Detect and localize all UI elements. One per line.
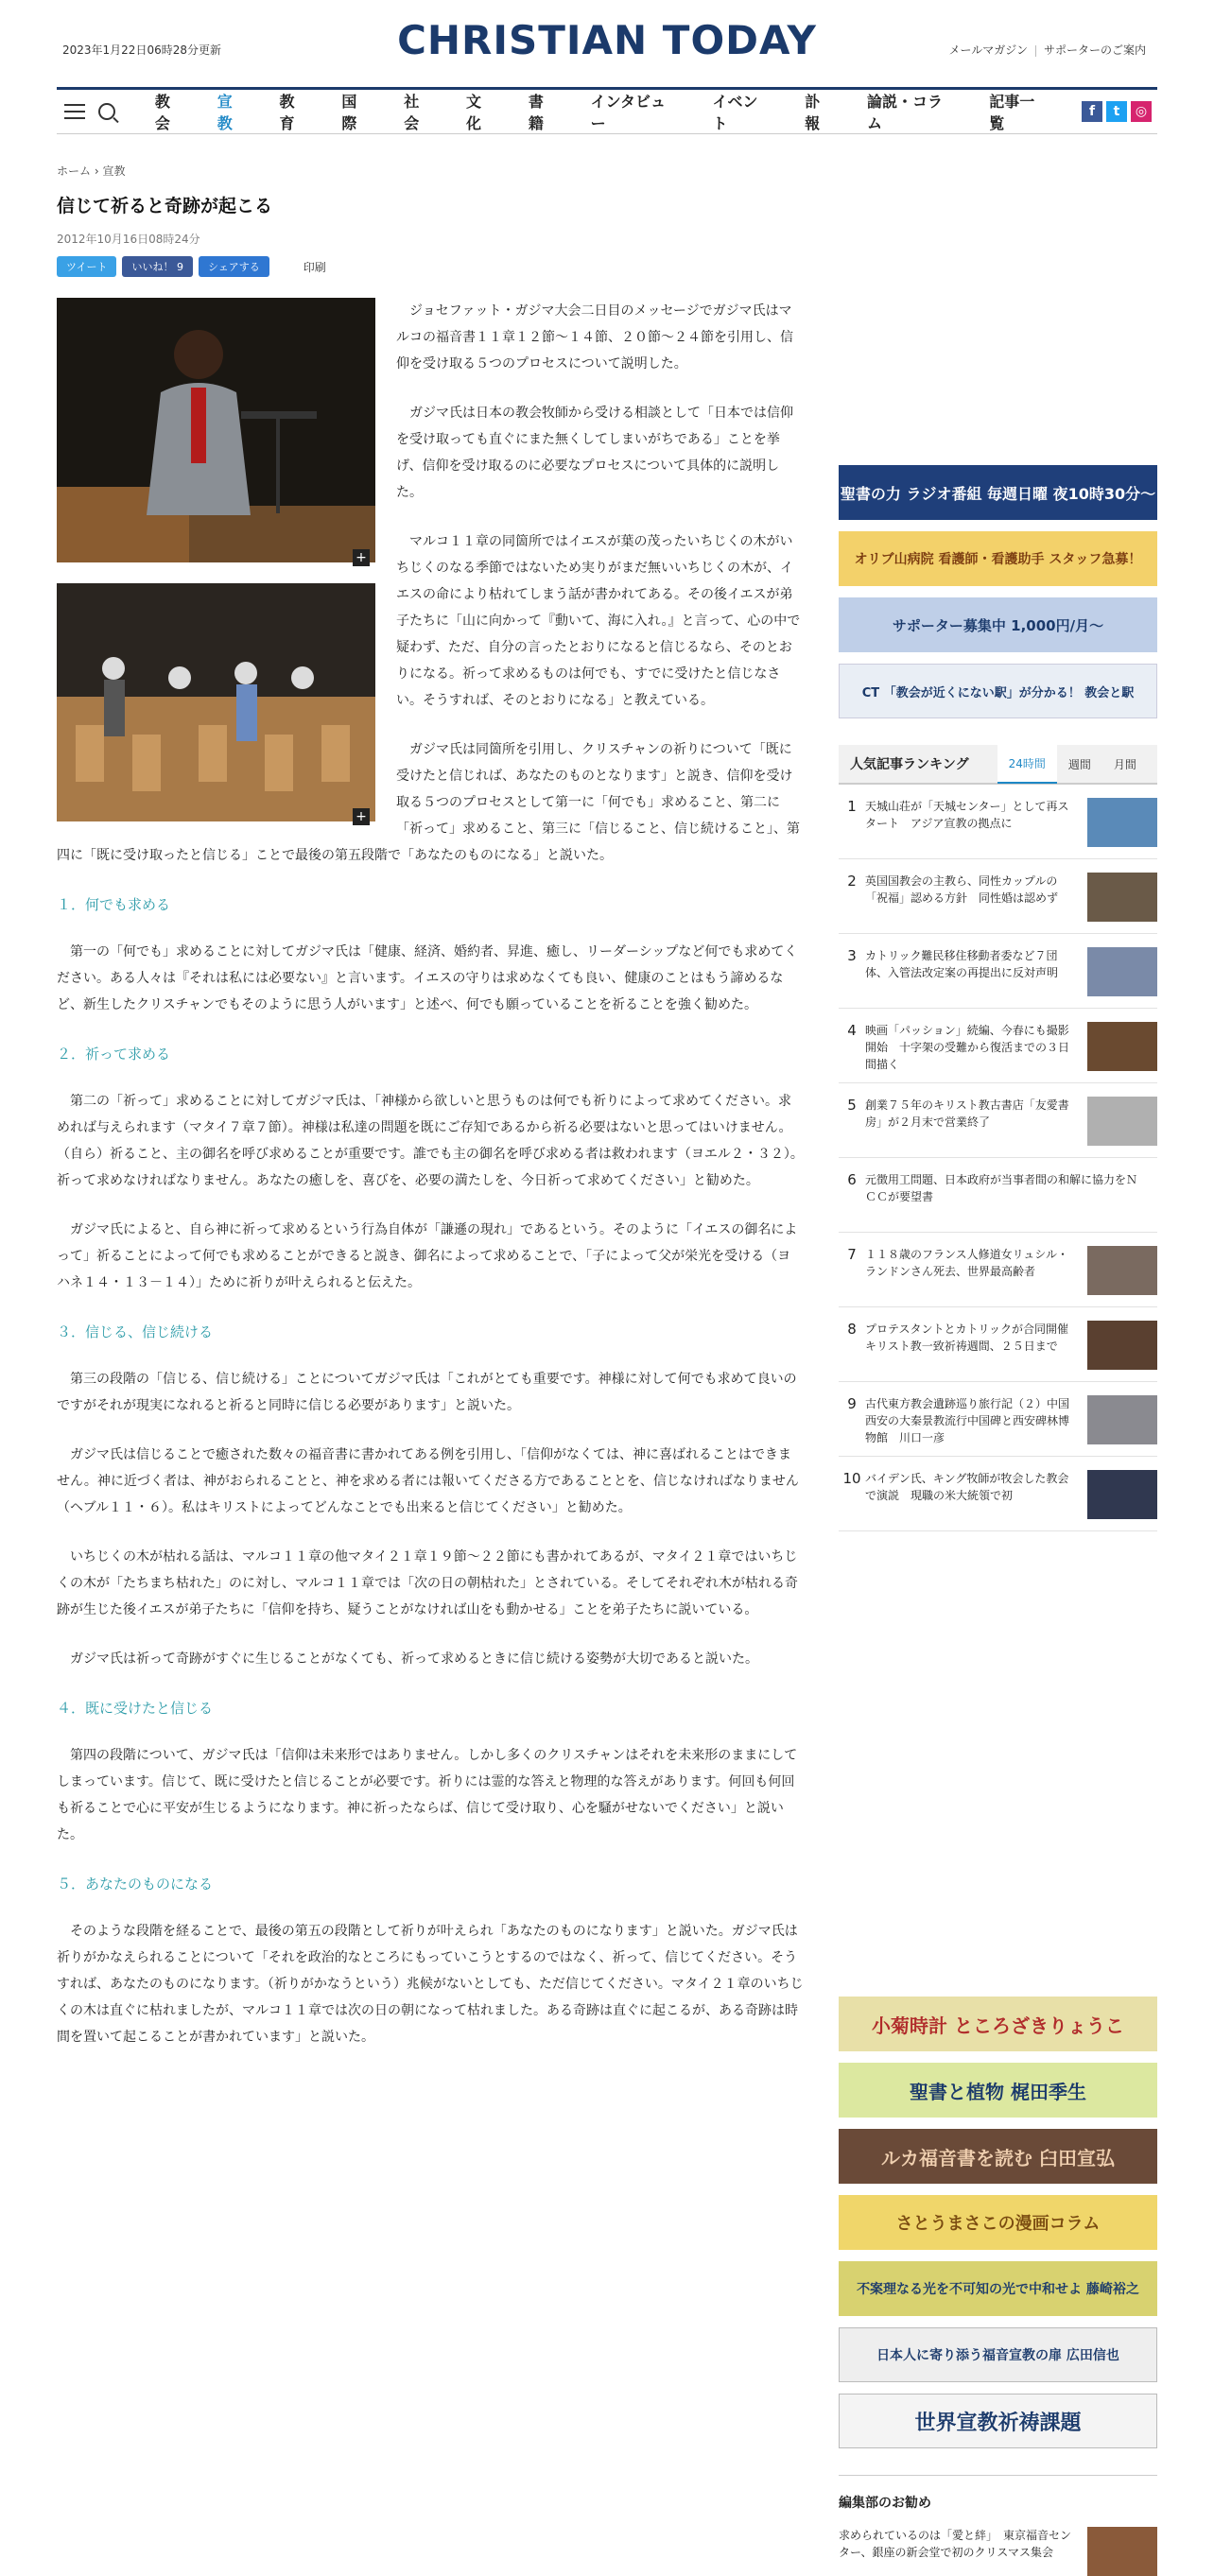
ranking-item[interactable] — [839, 785, 1157, 859]
ranking-number: 8 — [847, 1321, 857, 1338]
article-paragraph: ガジマ氏は信じることで癒された数々の福音書に書かれてある例を引用し、「信仰がなくては、神に喜ばれることはできません。神に近づく者は、神がおられることと、神を求める者には報いてくださる方であることとを、信じなければなりません（ヘブル１１・６）。私はキリストによってどんなことでも出来ると信じてください」と勧めた。 — [57, 1447, 799, 1515]
nav-item-all-articles[interactable]: 記事一覧 — [989, 93, 1035, 132]
speaker-photo — [57, 298, 375, 562]
nav-item-column[interactable]: 論説・コラム — [867, 93, 944, 132]
sidebar — [839, 465, 1157, 1531]
search-icon[interactable] — [98, 103, 115, 120]
ranking-title-text: １１８歳のフランス人修道女リュシル・ランドンさん死去、世界最高齢者 — [865, 1248, 1068, 1278]
page — [57, 0, 1157, 2559]
ranking-item[interactable] — [839, 1382, 1157, 1457]
article-body — [57, 298, 804, 2073]
article-paragraph: 第二の「祈って」求めることに対してガジマ氏は、「神様から欲しいと思うものは何でも祈りによって求めてください。求めれば与えられます（マタイ７章７節）。神様は私達の問題を既にご存知であるから祈る必要はないと思ってはいけません。（自ら）祈ること、主の御名を呼び求めることが重要です。誰でも主の御名を呼び求める者は救われます（ヨエル２・３２）。祈って求めなければなりません。あなたの癒しを、喜びを、必要の満たしを、今日祈って求めてください」と勧めた。 — [57, 1094, 804, 1188]
ranking-thumbnail — [1087, 873, 1157, 922]
article-paragraph: いちじくの木が枯れる話は、マルコ１１章の他マタイ２１章１９節～２２節にも書かれてあるが、マタイ２１章ではいちじくの木が「たちまち枯れた」のに対し、マルコ１１章では「次の日の朝枯れた」とされている。そしてそれぞれ木が枯れる奇跡が生じた後イエスが弟子たちに「信仰を持ち、疑うことがなければ山をも動かせる」ことを弟子たちに説いている。 — [57, 1549, 798, 1617]
sidebar-bottom — [839, 1997, 1157, 2576]
banner-manga-column[interactable]: さとうまさこの漫画コラム — [839, 2195, 1157, 2250]
banner-supporter[interactable]: サポーター募集中 1,000円/月～ — [839, 597, 1157, 652]
facebook-icon[interactable]: f — [1082, 101, 1102, 122]
site-logo[interactable]: CHRISTIAN TODAY — [397, 17, 817, 63]
section-heading: ２．祈って求める — [57, 1046, 171, 1063]
social-links — [1082, 101, 1152, 122]
newsletter-link[interactable]: メールマガジン — [948, 43, 1028, 57]
ranking-title-text: 古代東方教会遺跡巡り旅行記（２）中国西安の大秦景教流行中国碑と西安碑林博物館 川口一彦 — [865, 1397, 1070, 1444]
banner-bible-plants[interactable]: 聖書と植物 梶田季生 — [839, 2063, 1157, 2118]
ranking-title-text: 英国国教会の主教ら、同性カップルの「祝福」認める方針 同性婚は認めず — [865, 874, 1059, 905]
ranking-title-text: カトリック難民移住移動者委など７団体、入管法改定案の再提出に反対声明 — [865, 949, 1059, 979]
ranking-title-text: バイデン氏、キング牧師が牧会した教会で演説 現職の米大統領で初 — [865, 1472, 1069, 1502]
ranking-item[interactable] — [839, 1233, 1157, 1307]
ranking-widget — [839, 745, 1157, 1531]
nav-items — [155, 90, 1082, 133]
main-nav — [57, 87, 1157, 134]
nav-item-event[interactable]: イベント — [712, 93, 758, 132]
article-paragraph: 第三の段階の「信じる、信じ続ける」ことについてガジマ氏は「これがとても重要です。神様に対して何でも求めて良いのですがそれが現実になれると祈ると同時に信じる必要があります」と説いた。 — [57, 1372, 797, 1413]
updated-timestamp: 2023年1月22日06時28分更新 — [62, 43, 221, 57]
ranking-title: 人気記事ランキング — [850, 757, 969, 772]
expand-icon[interactable]: + — [353, 808, 370, 825]
top-links — [942, 42, 1153, 58]
article-paragraph: ジョセファット・ガジマ大会二日目のメッセージでガジマ氏はマルコの福音書１１章１２節～１４節、２０節～２４節を引用し、信仰を受け取る５つのプロセスについて説明した。 — [396, 303, 793, 372]
content-area — [57, 163, 1157, 2559]
article-title: 信じて祈ると奇跡が起こる — [57, 196, 273, 216]
ranking-thumbnail — [1087, 947, 1157, 996]
banner-bible-radio[interactable]: 聖書の力 ラジオ番組 毎週日曜 夜10時30分～ — [839, 465, 1157, 520]
article-paragraph: ガジマ氏は同箇所を引用し、クリスチャンの祈りについて「既に受けたと信じれば、あなたのものとなります」と説き、信仰を受け取る５つのプロセスとして第一に「何でも」求めること、第二に「祈って」求めること、第三に「信じること、信じ続けること」、第四に「既に受け取ったと信じる」ことで最後の第五段階で「あなたのものになる」と説いた。 — [57, 742, 800, 863]
ranking-thumbnail — [1087, 1470, 1157, 1519]
ranking-thumbnail — [1087, 1246, 1157, 1295]
breadcrumb-current[interactable]: 宣教 — [102, 164, 126, 178]
section-heading: １．何でも求める — [57, 896, 171, 913]
ranking-item[interactable] — [839, 1457, 1157, 1531]
banner-luke-gospel[interactable]: ルカ福音書を読む 臼田宣弘 — [839, 2129, 1157, 2184]
article-paragraph: ガジマ氏によると、自ら神に祈って求めるという行為自体が「謙遜の現れ」であるという。そのように「イエスの御名によって」祈ることによって何でも求めることができると説き、御名によって求めることで、「子によって父が栄光を受ける（ヨハネ１４・１３－１４）」ために祈りが叶えられると伝えた。 — [57, 1222, 798, 1290]
article-paragraph: マルコ１１章の同箇所ではイエスが葉の茂ったいちじくの木がいちじくのなる季節ではないため実りがまだ無いいちじくの木が、イエスの命により枯れてしまう話が書かれてある。その後イエスが弟子たちに「山に向かって『動いて、海に入れ。』と言って、心の中で疑わず、ただ、自分の言ったとおりになると信じるなら、そのとおりになる。祈って求めるものは何でも、すでに受けたと信じなさい。そうすれば、そのとおりになる」と教えている。 — [396, 534, 801, 708]
banner-fujisaki[interactable]: 不案理なる光を不可知の光で中和せよ 藤崎裕之 — [839, 2261, 1157, 2316]
section-heading: ５．あなたのものになる — [57, 1876, 214, 1893]
ranking-item[interactable] — [839, 934, 1157, 1009]
tab-weekly[interactable]: 週間 — [1067, 757, 1091, 771]
banner-church-station[interactable]: CT 「教会が近くにない駅」が分かる！ 教会と駅 — [839, 664, 1157, 718]
instagram-icon[interactable]: ◎ — [1131, 101, 1152, 122]
ranking-thumbnail — [1087, 1022, 1157, 1071]
ranking-number: 4 — [847, 1022, 857, 1039]
ranking-thumbnail — [1087, 1321, 1157, 1370]
print-button[interactable]: 印刷 — [303, 260, 326, 274]
nav-item-obituary[interactable]: 訃報 — [805, 93, 821, 132]
supporter-link[interactable]: サポーターのご案内 — [1043, 43, 1146, 57]
nav-item-society[interactable]: 社会 — [404, 93, 420, 132]
ranking-number: 5 — [847, 1097, 857, 1114]
article-photo-1[interactable] — [57, 298, 375, 572]
ranking-item[interactable] — [839, 1009, 1157, 1083]
banner-kogiku-clock[interactable]: 小菊時計 ところざきりょうこ — [839, 1997, 1157, 2051]
ranking-number: 1 — [847, 798, 857, 815]
article-date: 2012年10月16日08時24分 — [57, 233, 200, 246]
nav-item-education[interactable]: 教育 — [279, 93, 295, 132]
tab-24h[interactable]: 24時間 — [997, 745, 1057, 784]
ranking-number: 3 — [847, 947, 857, 964]
ranking-title-text: プロテスタントとカトリックが合同開催 キリスト教一致祈祷週間、２５日まで — [865, 1323, 1081, 1353]
ranking-item[interactable] — [839, 1158, 1157, 1233]
ranking-title-text: 映画「パッション」続編、今春にも撮影開始 十字架の受難から復活までの３日間描く — [865, 1024, 1070, 1071]
editors-pick-text: 求められているのは「愛と絆」 東京福音センター、銀座の新会堂で初のクリスマス集会 — [839, 2529, 1072, 2559]
banner-world-mission-prayer[interactable]: 世界宣教祈祷課題 — [839, 2394, 1157, 2448]
ranking-number: 7 — [847, 1246, 857, 1263]
nav-item-culture[interactable]: 文化 — [466, 93, 482, 132]
breadcrumb-home[interactable]: ホーム — [57, 164, 92, 178]
ranking-item[interactable] — [839, 1307, 1157, 1382]
editors-pick-item[interactable] — [839, 2527, 1157, 2576]
twitter-icon[interactable]: t — [1106, 101, 1127, 122]
ranking-header — [839, 745, 1157, 785]
ranking-number: 10 — [842, 1470, 861, 1487]
ranking-item[interactable] — [839, 1083, 1157, 1158]
article-column — [57, 163, 804, 2045]
ranking-thumbnail — [1087, 1395, 1157, 1444]
tab-monthly[interactable]: 月間 — [1113, 757, 1136, 771]
article-photo-2[interactable] — [57, 583, 375, 831]
nav-item-international[interactable]: 国際 — [341, 93, 357, 132]
nav-item-interview[interactable]: インタビュー — [590, 93, 667, 132]
congregation-photo — [57, 583, 375, 821]
section-heading: ３．信じる、信じ続ける — [57, 1323, 214, 1340]
hamburger-menu-icon[interactable] — [64, 104, 85, 119]
ranking-thumbnail — [1087, 798, 1157, 847]
like-button[interactable]: いいね！ 9 — [122, 256, 193, 277]
nav-item-church[interactable]: 教会 — [154, 93, 170, 132]
tweet-button[interactable]: ツイート — [57, 256, 116, 277]
breadcrumb-separator: › — [94, 164, 99, 178]
ranking-number: 2 — [847, 873, 857, 890]
article-paragraph: 第一の「何でも」求めることに対してガジマ氏は「健康、経済、婚約者、昇進、癒し、リーダーシップなど何でも求めてください。ある人々は『それは私には必要ない』と言います。イエスの守りは求めなくても良い、健康のことはもう諦めるなど、新生したクリスチャンでもそのように思う人がいます」と述べ、何でも願っていることを祈ることを強く勧めた。 — [57, 944, 798, 1012]
article-paragraph: 第四の段階について、ガジマ氏は「信仰は未来形ではありません。しかし多くのクリスチャンはそれを未来形のままにしてしまっています。信じて、既に受けたと信じることが必要です。祈りには霊的な答えと物理的な答えがあります。何回も何回も祈ることで心に平安が生じるようになります。神に祈ったならば、信じて受け取り、心を騒がせないでください」と説いた。 — [57, 1748, 798, 1842]
article-paragraph: そのような段階を経ることで、最後の第五の段階として祈りが叶えられ「あなたのものになります」と説いた。ガジマ氏は祈りがかなえられることについて「それを政治的なところにもっていこうとするのではなく、祈って、信じてください。そうすれば、あなたのものになります。（祈りがかなうという）兆候がないとしても、ただ信じてください。マタイ２１章のいちじくの木は直ぐに枯れましたが、マルコ１１章では次の日の朝になって枯れました。ある奇跡は直ぐに起こるが、ある奇跡は時間を置いて起こることが書かれています」と説いた。 — [57, 1924, 804, 2045]
ranking-title-text: 元徴用工問題、日本政府が当事者間の和解に協力をＮＣＣが要望書 — [865, 1173, 1138, 1203]
nav-item-books[interactable]: 書籍 — [528, 93, 544, 132]
section-heading: ４．既に受けたと信じる — [57, 1700, 214, 1717]
ranking-thumbnail — [1087, 1097, 1157, 1146]
article-paragraph: ガジマ氏は日本の教会牧師から受ける相談として「日本では信仰を受け取っても直ぐにまた無くしてしまいがちである」ことを挙げ、信仰を受け取るのに必要なプロセスについて具体的に説明した。 — [396, 406, 793, 500]
nav-item-mission[interactable]: 宣教 — [217, 93, 233, 132]
editors-pick-thumbnail — [1087, 2527, 1157, 2576]
share-button[interactable]: シェアする — [199, 256, 269, 277]
ranking-title-text: 天城山荘が「天城センター」として再スタート アジア宣教の拠点に — [865, 800, 1069, 830]
ranking-item[interactable] — [839, 859, 1157, 934]
ranking-title-text: 創業７５年のキリスト教古書店「友愛書房」が２月末で営業終了 — [865, 1098, 1069, 1129]
banner-hirota[interactable]: 日本人に寄り添う福音宣教の扉 広田信也 — [839, 2327, 1157, 2382]
top-header — [57, 0, 1157, 87]
ranking-list — [839, 785, 1157, 1531]
breadcrumb — [57, 163, 804, 179]
article-paragraph: ガジマ氏は祈って奇跡がすぐに生じることがなくても、祈って求めるときに信じ続ける姿勢が大切であると説いた。 — [70, 1651, 758, 1667]
share-bar — [57, 256, 804, 277]
editors-picks-title: 編集部のお勧め — [839, 2475, 1157, 2512]
banner-olive-hospital[interactable]: オリブ山病院 看護師・看護助手 スタッフ急募！ — [839, 531, 1157, 586]
ranking-number: 9 — [847, 1395, 857, 1412]
ranking-number: 6 — [847, 1171, 857, 1188]
expand-icon[interactable]: + — [353, 549, 370, 566]
